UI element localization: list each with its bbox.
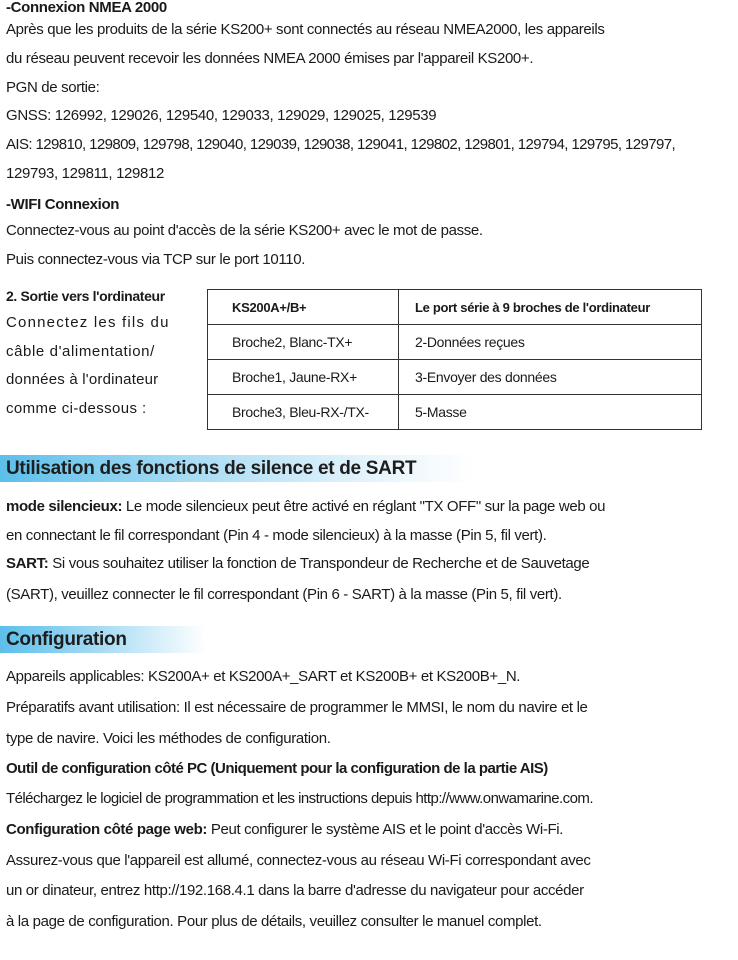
silent-mode-desc: Le mode silencieux peut être activé en réglant "TX OFF" sur la page web ou (122, 498, 606, 515)
config-text: Assurez-vous que l'appareil est allumé, connectez-vous au réseau Wi-Fi correspondant avec (6, 852, 591, 869)
table-cell: Broche2, Blanc-TX+ (208, 325, 399, 360)
nmea-heading: -Connexion NMEA 2000 (6, 0, 167, 16)
sart-text: (SART), veuillez connecter le fil correspondant (Pin 6 - SART) à la masse (Pin 5, fil vert). (6, 586, 562, 603)
pgn-label: PGN de sortie: (6, 79, 100, 96)
header-cell: Le port série à 9 broches de l'ordinateur (399, 290, 702, 325)
web-config-text (6, 820, 563, 840)
config-text: Téléchargez le logiciel de programmation et les instructions depuis http://www.onwamarine.com. (6, 790, 593, 807)
web-config-label: Configuration côté page web: (6, 821, 208, 838)
table-cell: Broche3, Bleu-RX-/TX- (208, 395, 399, 430)
output-heading: 2. Sortie vers l'ordinateur (6, 288, 165, 304)
pc-tool-heading: Outil de configuration côté PC (Uniquement pour la configuration de la partie AIS) (6, 760, 548, 777)
header-cell: KS200A+/B+ (208, 290, 399, 325)
config-text: un or dinateur, entrez http://192.168.4.1 dans la barre d'adresse du navigateur pour accéder (6, 882, 584, 899)
table-row (208, 325, 702, 360)
sart-text (6, 554, 589, 574)
output-text: Connectez les fils du (6, 314, 170, 331)
wifi-text: Puis connectez-vous via TCP sur le port 10110. (6, 251, 306, 268)
pin-table (207, 289, 702, 430)
config-text: Préparatifs avant utilisation: Il est nécessaire de programmer le MMSI, le nom du navire et le (6, 699, 588, 716)
table-cell: 5-Masse (399, 395, 702, 430)
output-text: comme ci-dessous : (6, 400, 147, 417)
table-header (208, 290, 702, 325)
ais-pgn: AIS: 129810, 129809, 129798, 129040, 129039, 129038, 129041, 129802, 129801, 129794, 129795, 129797, (6, 136, 676, 153)
section-banner-silence: Utilisation des fonctions de silence et de SART (0, 455, 476, 482)
silent-mode-label: mode silencieux: (6, 498, 123, 515)
output-text: câble d'alimentation/ (6, 343, 155, 360)
wifi-heading: -WIFI Connexion (6, 196, 120, 213)
sart-label: SART: (6, 555, 49, 572)
output-text: données à l'ordinateur (6, 371, 159, 388)
table-cell: 3-Envoyer des données (399, 360, 702, 395)
silent-mode-text (6, 497, 605, 517)
table-cell: Broche1, Jaune-RX+ (208, 360, 399, 395)
sart-desc: Si vous souhaitez utiliser la fonction de Transpondeur de Recherche et de Sauvetage (48, 555, 590, 572)
table-cell: 2-Données reçues (399, 325, 702, 360)
web-config-desc: Peut configurer le système AIS et le point d'accès Wi-Fi. (207, 821, 564, 838)
wifi-text: Connectez-vous au point d'accès de la série KS200+ avec le mot de passe. (6, 222, 483, 239)
config-text: Appareils applicables: KS200A+ et KS200A+_SART et KS200B+ et KS200B+_N. (6, 668, 521, 685)
table-row (208, 360, 702, 395)
silent-mode-text: en connectant le fil correspondant (Pin 4 - mode silencieux) à la masse (Pin 5, fil vert). (6, 527, 547, 544)
ais-pgn: 129793, 129811, 129812 (6, 165, 165, 182)
table-row (208, 395, 702, 430)
config-text: type de navire. Voici les méthodes de configuration. (6, 730, 331, 747)
config-text: à la page de configuration. Pour plus de détails, veuillez consulter le manuel complet. (6, 913, 542, 930)
nmea-text: du réseau peuvent recevoir les données NMEA 2000 émises par l'appareil KS200+. (6, 50, 534, 67)
nmea-text: Après que les produits de la série KS200+ sont connectés au réseau NMEA2000, les appareils (6, 21, 605, 38)
section-banner-configuration: Configuration (0, 626, 206, 653)
gnss-pgn: GNSS: 126992, 129026, 129540, 129033, 129029, 129025, 129539 (6, 107, 437, 124)
